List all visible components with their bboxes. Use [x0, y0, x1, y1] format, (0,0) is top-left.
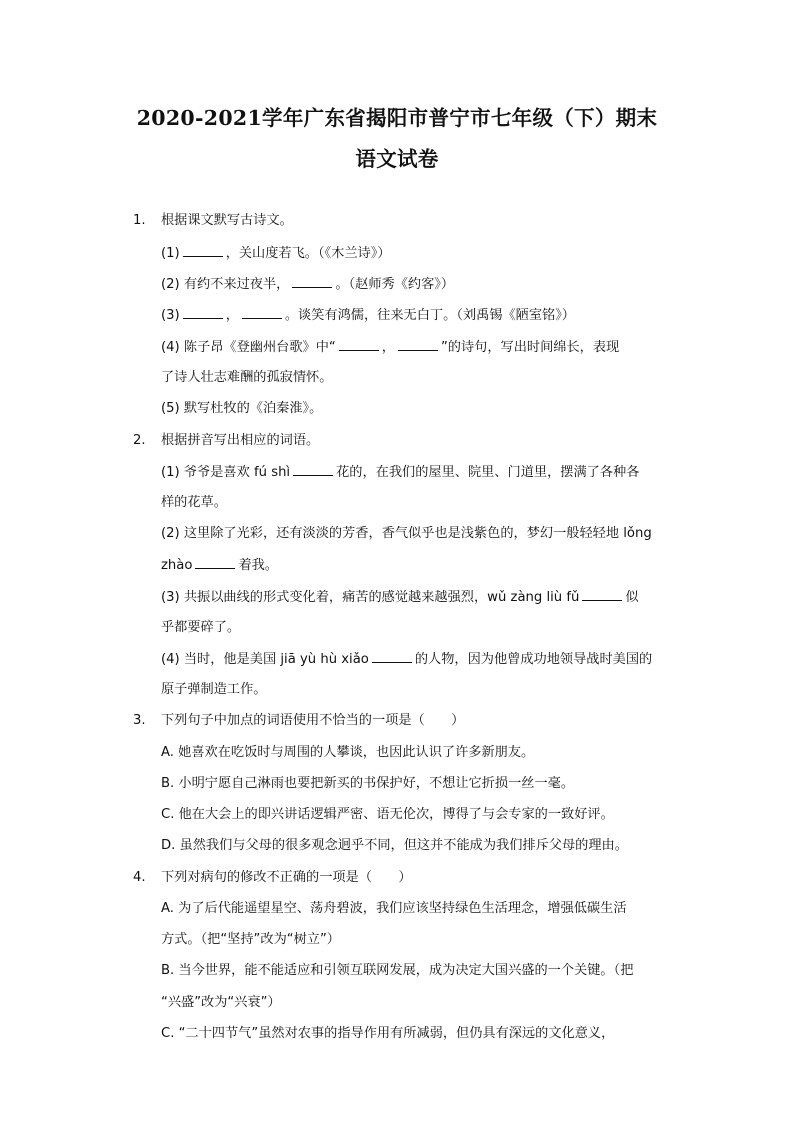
question-4-option-a[interactable]: A. 为了后代能遥望星空、荡舟碧波，我们应该坚持绿色生活理念，增强低碳生活	[161, 901, 627, 916]
item-text: (4) 陈子昂《登幽州台歌》中“	[161, 340, 336, 355]
question-3-option-d[interactable]: D. 虽然我们与父母的很多观念迥乎不同，但这并不能成为我们排斥父母的理由。	[161, 838, 628, 853]
question-4-option-b-cont: “兴盛”改为“兴衰”）	[161, 995, 281, 1010]
answer-blank[interactable]	[372, 650, 412, 663]
item-text: (2) 有约不来过夜半，	[161, 277, 290, 292]
question-4-option-c[interactable]: C. “二十四节气”虽然对农事的指导作用有所减弱，但仍具有深远的文化意义，	[161, 1026, 615, 1041]
question-1-stem: 根据课文默写古诗文。	[161, 213, 293, 228]
question-2-item-4	[161, 650, 652, 669]
answer-blank[interactable]	[582, 588, 622, 601]
question-2-item-4-cont: 原子弹制造工作。	[161, 682, 267, 697]
item-text: (4) 当时，他是美国 jiā yù hù xiǎo	[161, 652, 369, 667]
question-4-number: 4.	[133, 870, 146, 885]
item-text: (3) 共振以曲线的形式变化着，痛苦的感觉越来越强烈，wǔ zàng liù fǔ	[161, 590, 580, 605]
item-text: (1) 爷爷是喜欢 fú shì	[161, 465, 291, 480]
item-text: zhào	[161, 558, 193, 573]
question-2-item-3-cont: 乎都要碎了。	[161, 620, 241, 635]
answer-blank[interactable]	[292, 275, 332, 288]
question-1-number: 1.	[133, 213, 146, 228]
question-2-item-1-cont: 样的花草。	[161, 495, 227, 510]
question-2-stem: 根据拼音写出相应的词语。	[161, 433, 320, 448]
answer-blank[interactable]	[293, 463, 333, 476]
question-1-item-5: (5) 默写杜牧的《泊秦淮》。	[161, 401, 323, 416]
item-text: ，	[225, 308, 239, 323]
question-1-item-4	[161, 338, 619, 357]
answer-blank[interactable]	[242, 306, 282, 319]
question-2-number: 2.	[133, 433, 146, 448]
item-text: ，	[381, 340, 395, 355]
question-4-option-a-cont: 方式。（把“坚持”改为“树立”）	[161, 932, 340, 947]
question-4-stem: 下列对病句的修改不正确的一项是（ ）	[161, 870, 412, 885]
item-text: ”的诗句，写出时间绵长，表现	[440, 340, 620, 355]
question-2-item-2-cont	[161, 556, 278, 575]
question-4-option-b[interactable]: B. 当今世界，能不能适应和引领互联网发展，成为决定大国兴盛的一个关键。（把	[161, 963, 634, 978]
exam-title-line-2: 语文试卷	[355, 147, 439, 171]
item-text: 花的，在我们的屋里、院里、门道里，摆满了各种各	[336, 465, 640, 480]
question-1-item-4-cont: 了诗人壮志难酬的孤寂情怀。	[161, 370, 333, 385]
question-3-option-a[interactable]: A. 她喜欢在吃饭时与周围的人攀谈，也因此认识了许多新朋友。	[161, 745, 535, 760]
item-text: ，关山度若飞。（《木兰诗》）	[225, 246, 391, 261]
question-3-option-b[interactable]: B. 小明宁愿自己淋雨也要把新买的书保护好，不想让它折损一丝一毫。	[161, 776, 575, 791]
exam-title-line-1: 2020-2021学年广东省揭阳市普宁市七年级（下）期末	[136, 106, 658, 130]
question-1-item-2	[161, 275, 454, 294]
item-text: (3)	[161, 308, 180, 323]
question-3-stem: 下列句子中加点的词语使用不恰当的一项是（ ）	[161, 713, 465, 728]
question-1-item-3	[161, 306, 575, 325]
answer-blank[interactable]	[339, 338, 379, 351]
item-text: 的人物，因为他曾成功地领导战时美国的	[414, 652, 653, 667]
item-text: 似	[625, 590, 639, 605]
question-2-item-3	[161, 588, 639, 607]
item-text: 。（赵师秀《约客》）	[335, 277, 455, 292]
question-1-item-1	[161, 244, 391, 263]
answer-blank[interactable]	[183, 244, 223, 257]
item-text: 。谈笑有鸿儒，往来无白丁。（刘禹锡《陋室铭》）	[284, 308, 575, 323]
question-3-option-c[interactable]: C. 他在大会上的即兴讲话逻辑严密、语无伦次，博得了与会专家的一致好评。	[161, 807, 614, 822]
answer-blank[interactable]	[183, 306, 223, 319]
question-2-item-2: (2) 这里除了光彩，还有淡淡的芳香，香气似乎也是浅紫色的，梦幻一般轻轻地 lǒng	[161, 526, 652, 541]
answer-blank[interactable]	[398, 338, 438, 351]
item-text: (1)	[161, 246, 180, 261]
item-text: 着我。	[238, 558, 278, 573]
question-3-number: 3.	[133, 713, 146, 728]
question-2-item-1	[161, 463, 639, 482]
answer-blank[interactable]	[195, 556, 235, 569]
